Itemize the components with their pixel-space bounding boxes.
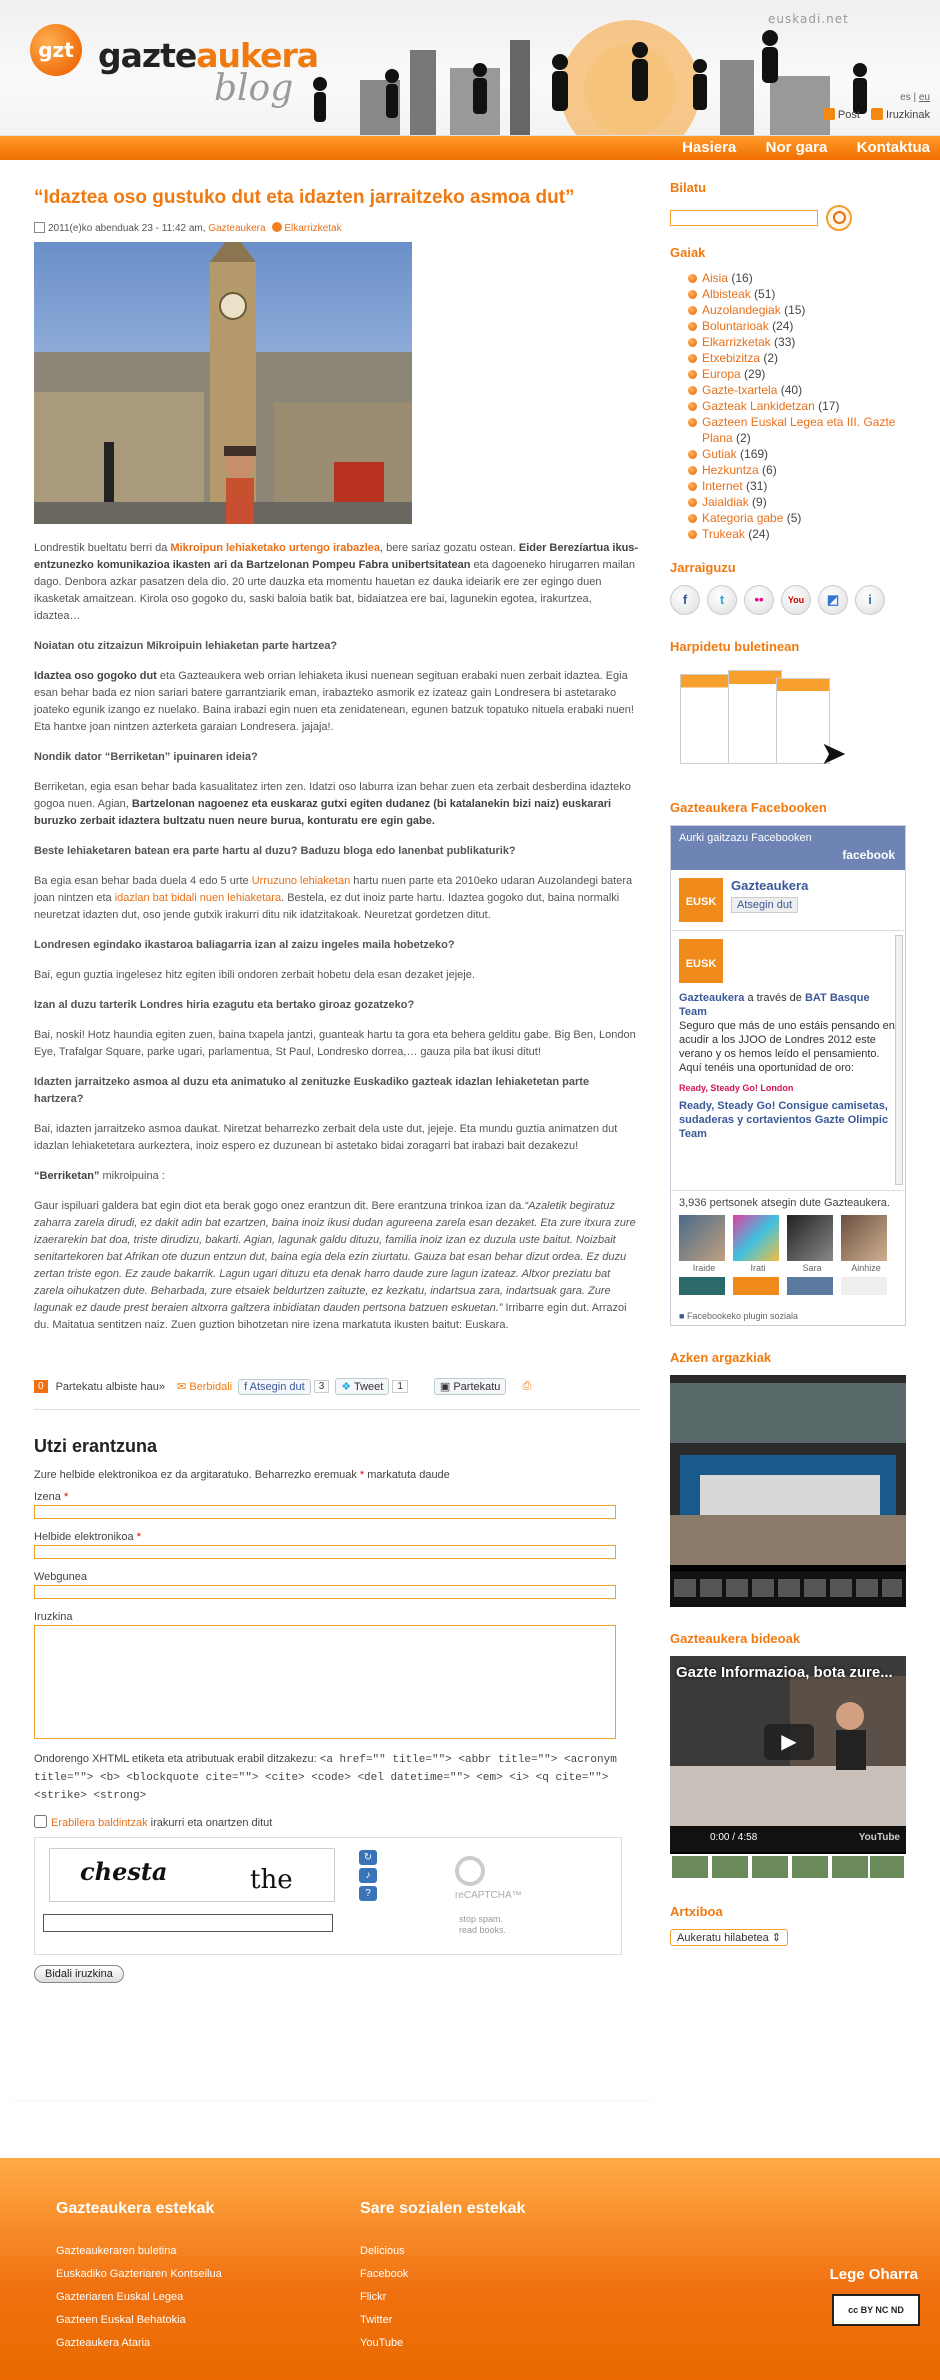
category-link[interactable]: Albisteak: [702, 287, 751, 301]
footer-links-social: [360, 2200, 525, 2355]
story-text: Gaur ispiluari galdera bat egin diot eta berak gogo onez erantzun dit. Bere erantzuna trinkoa izan da.: [34, 1200, 525, 1212]
footer-links-gazteaukera: [56, 2200, 222, 2355]
category-item: [688, 334, 916, 350]
footer-link[interactable]: Euskadiko Gazteriaren Kontseilua: [56, 2268, 222, 2280]
avatar: [787, 1215, 833, 1261]
cursor-icon: ➤: [820, 735, 847, 771]
fan-item[interactable]: [787, 1215, 837, 1273]
category-count: (51): [754, 287, 776, 301]
category-link[interactable]: Europa: [702, 367, 741, 381]
site-header: [0, 0, 940, 136]
category-count: (24): [772, 319, 794, 333]
answer-text: hartu nuen parte eta 2010eko udaran Auzolandegi batera joan nintzen eta: [34, 875, 633, 904]
facebook-icon[interactable]: f: [670, 585, 700, 615]
question-3: Beste lehiaketaren batean era parte hartu al duzu? Baduzu bloga edo lanenbat publikaturik?: [34, 845, 516, 857]
nav-item-hasiera[interactable]: Hasiera: [682, 139, 737, 156]
story-title-rest: mikroipuina :: [99, 1170, 165, 1182]
post-via: a través de: [744, 992, 805, 1004]
categories-list: [688, 270, 916, 542]
category-link[interactable]: Etxebizitza: [702, 351, 761, 365]
youtube-brand: YouTube: [858, 1832, 900, 1843]
site-logo-badge[interactable]: gzt: [30, 24, 82, 76]
required-star: *: [63, 1491, 69, 1503]
category-item: [688, 494, 916, 510]
category-item: [688, 382, 916, 398]
language-switcher: [900, 92, 930, 103]
category-link[interactable]: Internet: [702, 479, 743, 493]
fans-count: 3,936 pertsonek atsegin dute Gazteaukera.: [679, 1197, 890, 1209]
footer-link[interactable]: Gazteaukeraren buletina: [56, 2245, 177, 2257]
comment-textarea[interactable]: [34, 1625, 616, 1739]
idazlan-contest-link[interactable]: idazlan bat bidali nuen lehiaketara: [114, 892, 282, 904]
search-input[interactable]: [670, 210, 818, 226]
terms-text: irakurri eta onartzen ditut: [147, 1817, 273, 1829]
email-field[interactable]: [34, 1545, 616, 1559]
site-footer: [0, 2158, 940, 2380]
fan-item[interactable]: [733, 1277, 783, 1297]
fans-grid: [679, 1215, 897, 1301]
facebook-stream[interactable]: [671, 931, 905, 1191]
search-row: [670, 205, 916, 231]
answer-text: . Bestela, ez dut inoiz parte hartu. Idaztea gogoko dut, baina normalki neuretzat idazten dut, oso jende gutxik irakurri ditu nik idatzitakoak. Neuretzat gordetzen ditut.: [34, 892, 620, 921]
category-count: (31): [746, 479, 768, 493]
category-count: (33): [774, 335, 796, 349]
creative-commons-badge[interactable]: cc BY NC ND: [832, 2294, 920, 2326]
london-badge: Ready, Steady Go! London: [679, 1083, 794, 1093]
xhtml-note-text: Ondorengo XHTML etiketa eta atributuak erabil ditzakezu:: [34, 1753, 320, 1765]
terms-link[interactable]: Erabilera baldintzak: [51, 1817, 148, 1829]
category-link[interactable]: Aisia: [702, 271, 729, 285]
facebook-header-text: Aurki gaitzazu Facebooken: [679, 832, 812, 844]
footer-col1-title: Gazteaukera estekak: [56, 2200, 215, 2217]
answer-1: [34, 668, 640, 736]
question-2: Nondik dator “Berriketan” ipuinaren ideia?: [34, 751, 258, 763]
facebook-logo: facebook: [842, 848, 895, 862]
lang-separator: |: [913, 92, 917, 103]
recaptcha-logo: [455, 1856, 522, 1901]
category-count: (5): [786, 511, 802, 525]
category-link[interactable]: Gazteen Euskal Legea eta III. Gazte Plana: [702, 415, 896, 445]
reply-note: [34, 1469, 640, 1481]
answer-2: [34, 779, 640, 830]
help-icon[interactable]: ?: [359, 1886, 377, 1901]
share-icon: ▣: [439, 1381, 454, 1393]
category-count: (29): [744, 367, 766, 381]
email-share-link[interactable]: [177, 1380, 232, 1393]
recaptcha-widget: [34, 1837, 622, 1955]
website-field[interactable]: [34, 1585, 616, 1599]
story-quote: “Azaletik begiratuz zaharra zarela dirudi, ez dakit adin bat ezartzen, baina inoiz ikusi dudan agureena zarela esan dezaket. Eta zure itxura zure izaerarekin bat doa, triste dirudizu, bakarti. Agian, lagunak galdu dituzu, familia inoiz izan ez duzula uste baitut. Noizbait senitartekoren bat Afrikan ote duzun entzun dut, baina egia dela ezin ziurtatu. Gauza bat esan behar dizut ordea. Ez duzu zertan triste egon. Ez zaude bakarrik. Lagun ugari dituzu eta denak harro daude zure lagun izateaz. Altxor preziatu bat zarela oihukatzen dute. Beharbada, zure etsaiek beldurtzen zaituzte, ez kezkatu, indartsua zara, indartsuak gara. Zure lagunak ez daude prest beraien altxorra galtzera inbidiatan dauden pertsona batzuen eskuetan.”: [34, 1200, 636, 1314]
chevron-down-icon: ⇕: [771, 1932, 782, 1944]
intro-bold: Eider Berezíartua ikus-entzunezko komunikazioa ikasten ari da Bartzelonan Pompeu Fabra unibertsitatean: [34, 542, 639, 571]
post-team: BAT Basque Team: [679, 992, 870, 1018]
reply-title: Utzi erantzuna: [34, 1436, 158, 1456]
name-label: [34, 1491, 640, 1503]
category-link[interactable]: Trukeak: [702, 527, 745, 541]
footer-link[interactable]: YouTube: [360, 2337, 404, 2349]
avatar: [841, 1215, 887, 1261]
email-label-text: Helbide elektronikoa: [34, 1531, 134, 1543]
post-category-gazteaukera[interactable]: Gazteaukera: [208, 223, 266, 234]
intro-text: Londrestik bueltatu berri da: [34, 542, 171, 554]
lang-es-link[interactable]: es: [900, 92, 911, 103]
footer-link[interactable]: Gazteriaren Euskal Legea: [56, 2291, 184, 2303]
answer-bold: Idaztea oso gogoko dut: [34, 670, 157, 682]
footer-link[interactable]: Flickr: [360, 2291, 387, 2303]
newsletter-title: Harpidetu buletinean: [670, 639, 800, 654]
main-navigation: [0, 136, 940, 160]
like-count: 3: [314, 1380, 330, 1393]
comments-feed-link[interactable]: Iruzkinak: [885, 109, 930, 121]
category-item: [688, 478, 916, 494]
youtube-video-player[interactable]: [670, 1656, 906, 1880]
category-link[interactable]: Elkarrizketak: [702, 335, 771, 349]
category-link[interactable]: Gazte-txartela: [702, 383, 778, 397]
post-category-elkarrizketak[interactable]: Elkarrizketak: [284, 223, 342, 234]
category-item: [688, 366, 916, 382]
category-item: [688, 270, 916, 286]
category-count: (16): [731, 271, 753, 285]
print-icon[interactable]: ⎙: [522, 1380, 532, 1392]
captcha-input[interactable]: [43, 1914, 333, 1932]
required-star: *: [136, 1531, 142, 1543]
search-icon[interactable]: [826, 205, 852, 231]
flickr-icon[interactable]: ••: [744, 585, 774, 615]
fan-name: Irati: [750, 1263, 766, 1273]
category-count: (9): [752, 495, 767, 509]
gazteaukera-avatar: EUSK: [679, 939, 723, 983]
videos-title: Gazteaukera bideoak: [670, 1631, 801, 1646]
category-item: [688, 302, 916, 318]
avatar: [733, 1215, 779, 1261]
footer-link[interactable]: Twitter: [360, 2314, 393, 2326]
intro-paragraph: [34, 540, 640, 625]
recaptcha-logo-mark: [455, 1856, 485, 1886]
follow-title: Jarraiguzu: [670, 560, 736, 575]
logo-blog-subtitle: blog: [214, 68, 294, 109]
category-count: (40): [780, 383, 803, 397]
post-date: 2011(e)ko abenduak 23 - 11:42 am,: [48, 223, 206, 234]
category-link[interactable]: Gazteak Lankidetzan: [702, 399, 815, 413]
logo-part-1: gazte: [98, 36, 197, 75]
avatar: [841, 1277, 887, 1295]
refresh-icon[interactable]: ↻: [359, 1850, 377, 1865]
recaptcha-brand-text: reCAPTCHA™: [455, 1890, 522, 1901]
newsletter-thumbnail[interactable]: [680, 664, 847, 780]
captcha-slogan-line-1: stop spam.: [459, 1914, 504, 1924]
post-author: Gazteaukera: [679, 992, 745, 1004]
xhtml-note: [34, 1751, 640, 1805]
answer-bold: Bartzelonan nagoenez eta euskaraz gutxi egiten dudanez (bi katalanekin bizi naiz) euskarari buruzko zerbait idaztera bultzatu nuen neure burua, konturatu ere egin gabe.: [34, 798, 612, 827]
photos-title: Azken argazkiak: [670, 1350, 772, 1365]
footer-link[interactable]: Gazteen Euskal Behatokia: [56, 2314, 186, 2326]
urruzuno-contest-link[interactable]: Urruzuno lehiaketan: [251, 875, 351, 887]
newsletter-page: [680, 674, 734, 764]
fan-item[interactable]: [679, 1215, 729, 1273]
calendar-icon: [34, 222, 45, 233]
footer-col2-title: Sare sozialen estekak: [360, 2200, 526, 2217]
category-item: [688, 318, 916, 334]
answer-text: eta Gazteaukera web orrian lehiaketa ikusi nuenean segituan erabaki nuen zerbait idaztea. Egia esan behar bada ez nion sariari batere garrantziarik eman, irabazteko asmorik ez izateaz gain Londresera bi astetarako joateko egunik izango ez nuelako. Baina irabazi egin nuen eta zenidatenean, egunen batzuk topatuko nituela erabaki nuen! Eta hantxe joan nintzen azterketa garaian Londresera. jajaja!.: [34, 670, 634, 733]
latest-photos-slideshow[interactable]: [670, 1375, 906, 1607]
required-star: *: [359, 1469, 365, 1481]
category-count: (6): [762, 463, 777, 477]
category-item: [688, 510, 916, 526]
category-count: (15): [784, 303, 806, 317]
facebook-fans: [671, 1191, 905, 1307]
fan-name: Iraide: [692, 1263, 716, 1273]
facebook-title: Gazteaukera Facebooken: [670, 800, 827, 815]
nav-item-kontaktua[interactable]: Kontaktua: [856, 139, 930, 156]
main-content: [0, 160, 656, 2100]
sidebar: [656, 160, 940, 2100]
rss-feeds: [815, 108, 930, 121]
reply-note-text: Zure helbide elektronikoa ez da argitaratuko. Beharrezko eremuak: [34, 1469, 360, 1481]
share-button-label: Partekatu: [453, 1381, 501, 1393]
footer-link[interactable]: Delicious: [360, 2245, 405, 2257]
footer-link[interactable]: Gazteaukera Ataria: [56, 2337, 151, 2349]
answer-text: Ba egia esan behar bada duela 4 edo 5 urte: [34, 875, 252, 887]
story-text: Irribarre egin dut. Arrazoi du. Maitatua sentitzen naiz. Zuen guztion bihotzetan nire izena markatuta ikusten baitut: Euskara.: [34, 1302, 627, 1331]
answer-4: Bai, egun guztia ingelesez hitz egiten ibili ondoren zerbait hobetu dela esan dezaket jejeje.: [34, 969, 475, 981]
category-item: [688, 414, 916, 446]
avatar: [679, 1277, 725, 1295]
fan-item[interactable]: [679, 1277, 729, 1297]
tweet-label: Tweet: [353, 1381, 384, 1393]
category-count: (17): [818, 399, 840, 413]
category-item: [688, 446, 916, 462]
captcha-image: [49, 1848, 335, 1902]
nav-item-nor-gara[interactable]: Nor gara: [765, 139, 828, 156]
category-link[interactable]: Auzolandegiak: [702, 303, 781, 317]
email-share-label: Berbidali: [189, 1381, 233, 1393]
twitter-bird-icon: ❖: [341, 1381, 354, 1393]
terms-row: [34, 1815, 640, 1829]
category-link[interactable]: Jaialdiak: [702, 495, 749, 509]
captcha-word-1: chesta: [80, 1857, 168, 1886]
category-link[interactable]: Kategoria gabe: [702, 511, 784, 525]
submit-comment-button[interactable]: Bidali iruzkina: [34, 1965, 124, 1983]
facebook-post-link[interactable]: Ready, Steady Go! Consigue camisetas, sudaderas y cortavientos Gazte Olimpic Team: [679, 1100, 889, 1140]
rss-icon: [871, 108, 883, 120]
video-thumbnail: [670, 1656, 906, 1880]
rss-icon: [823, 108, 835, 120]
answer-6: Bai, idazten jarraitzeko asmoa daukat. Niretzat beharrezko zerbait dela uste dut, jejeje. Eta mundu guztia animatzen dut idazlan lehiaketetara aurkeztera, inoiz espero ez duzunean bi astetako bidai zoragarri bat irabazi bait dezakezu!: [34, 1123, 618, 1152]
facebook-page-name[interactable]: Gazteaukera: [731, 878, 809, 893]
legal-notice-link[interactable]: Lege Oharra: [829, 2266, 918, 2283]
avatar: [787, 1277, 833, 1295]
facebook-icon: ■: [679, 1311, 687, 1321]
xhtml-allowed-tags: <a href="" title=""> <abbr title=""> <acronym title=""> <b> <blockquote cite=""> <cite> <code> <del datetime=""> <em> <i> <q cite=""> <strike> <strong>: [34, 1754, 617, 1802]
question-4: Londresen egindako ikastaroa baliagarria izan al zaizu ingeles maila hobetzeko?: [34, 939, 455, 951]
facebook-widget: [670, 825, 906, 1326]
mikroipun-winner-link[interactable]: Mikroipun lehiaketako urtengo irabazlea: [170, 542, 381, 554]
captcha-slogan: [459, 1914, 506, 1936]
archive-select-value: Aukeratu hilabetea: [677, 1932, 769, 1944]
fan-item[interactable]: [841, 1277, 891, 1297]
category-item: [688, 286, 916, 302]
search-title: Bilatu: [670, 180, 707, 195]
facebook-page-info: [671, 870, 905, 931]
post-feed-link[interactable]: Post: [837, 109, 860, 121]
answer-text: Berriketan, egia esan behar bada kasualitatez irten zen. Idatzi oso laburra izan behar zuen eta zerbait desberdina idazteko gogoa nuen. Agian,: [34, 781, 631, 810]
intro-text: , bere sariaz gozatu ostean.: [380, 542, 519, 554]
answer-5: Bai, noski! Hotz haundia egiten zuen, baina txapela jantzi, guanteak hartu ta gora eta behera gelditu gabe. Big Ben, London Eye, Trafalgar Square, parke ugari, parlamentua, St Paul, Londresko dorrea,… gauza pila bat ikusi ditut!: [34, 1029, 636, 1058]
category-link[interactable]: Gutiak: [702, 447, 737, 461]
fan-item[interactable]: [787, 1277, 837, 1297]
email-label: [34, 1531, 640, 1543]
post-body: [34, 540, 640, 1334]
category-link[interactable]: Hezkuntza: [702, 463, 759, 477]
category-item: [688, 398, 916, 414]
youtube-icon[interactable]: You: [781, 585, 811, 615]
fan-item[interactable]: [733, 1215, 783, 1273]
facebook-plugin-footer: [671, 1307, 905, 1325]
share-bar: [34, 1378, 640, 1410]
facebook-like-button[interactable]: [238, 1379, 311, 1395]
post-meta: [34, 222, 640, 234]
archive-title: Artxiboa: [670, 1904, 723, 1919]
play-icon[interactable]: ▶: [764, 1724, 814, 1760]
share-label: Partekatu albiste hau»: [55, 1380, 166, 1393]
gazteaukera-avatar[interactable]: EUSK: [679, 878, 723, 922]
comment-label: Iruzkina: [34, 1611, 73, 1623]
post-title[interactable]: “Idaztea oso gustuko dut eta idazten jarraitzeko asmoa dut”: [34, 187, 575, 208]
stream-scrollbar[interactable]: [895, 935, 903, 1185]
tweet-button[interactable]: [335, 1378, 389, 1395]
audio-icon[interactable]: ♪: [359, 1868, 377, 1883]
big-ben-photo-illustration: [34, 242, 412, 524]
fan-name: Ainhize: [851, 1263, 881, 1273]
facebook-post-text: Seguro que más de uno estáis pensando en acudir a los JJOO de Londres 2012 este verano y os hemos leído el pensamiento. Aquí tenéis una oportunidad de oro:: [679, 1020, 895, 1074]
category-count: (24): [748, 527, 770, 541]
social-icons: [670, 585, 916, 615]
reply-note-text: markatuta daude: [364, 1469, 450, 1481]
website-label: Webgunea: [34, 1571, 88, 1583]
category-item: [688, 350, 916, 366]
story-title: “Berriketan”: [34, 1170, 100, 1182]
category-count: (2): [736, 431, 751, 445]
facebook-widget-like-button[interactable]: Atsegin dut: [731, 897, 798, 913]
avatar: [679, 1215, 725, 1261]
newsletter-page: [728, 670, 782, 764]
intro-text: eta dagoeneko hirugarren mailan dago. Denbora azkar pasatzen dela dio. 20 urte dauzka eta momentu hauetan ez dauka ideiarik ere zer egingo duen ikasketak amaitzean. Kirola oso gogoko du, saski baloia batik bat, bidaiatzea ere bai, lagunekin egotea, irakurtzea, idaztea…: [34, 559, 635, 622]
category-item: [688, 462, 916, 478]
logo-part-2: aukera: [196, 36, 319, 75]
category-item: [688, 526, 916, 542]
story-heading: [34, 1168, 640, 1185]
captcha-controls: [359, 1850, 379, 1904]
euskadi-net-logo[interactable]: euskadi.net: [768, 12, 849, 26]
terms-checkbox[interactable]: [34, 1815, 47, 1828]
like-label: Atsegin dut: [249, 1380, 305, 1393]
facebook-post-header: [679, 991, 897, 1019]
question-6: Idazten jarraitzeko asmoa al duzu eta animatuko al zenituzke Euskadiko gazteak idazlan lehiaketetan parte hartzera?: [34, 1076, 590, 1105]
lang-eu-link[interactable]: eu: [918, 92, 930, 103]
name-label-text: Izena: [34, 1491, 61, 1503]
post-photo-big-ben: [34, 242, 412, 524]
answer-3: [34, 873, 640, 924]
delicious-icon[interactable]: ◩: [818, 585, 848, 615]
category-count: (169): [740, 447, 769, 461]
tweet-count: 1: [392, 1380, 408, 1393]
categories-title: Gaiak: [670, 245, 706, 260]
story-paragraph: [34, 1198, 640, 1334]
question-1: Noiatan otu zitzaizun Mikroipuin lehiaketan parte hartzea?: [34, 640, 338, 652]
info-icon[interactable]: i: [855, 585, 885, 615]
captcha-slogan-line-2: read books.: [459, 1925, 507, 1935]
video-time: 0:00 / 4:58: [710, 1832, 758, 1843]
archive-select[interactable]: [670, 1929, 788, 1946]
avatar: [733, 1277, 779, 1295]
twitter-icon[interactable]: t: [707, 585, 737, 615]
footer-link[interactable]: Facebook: [360, 2268, 409, 2280]
facebook-widget-header: [671, 826, 905, 870]
facebook-icon: f: [244, 1380, 250, 1393]
video-title[interactable]: Gazte Informazioa, bota zure...: [676, 1664, 893, 1681]
envelope-icon: ✉: [177, 1381, 190, 1393]
name-field[interactable]: [34, 1505, 616, 1519]
share-count-badge: 0: [34, 1380, 48, 1393]
share-button[interactable]: [434, 1378, 507, 1395]
category-count: (2): [763, 351, 779, 365]
captcha-word-2: the: [250, 1865, 293, 1895]
fan-item[interactable]: [841, 1215, 891, 1273]
fan-name: Sara: [802, 1263, 822, 1273]
tag-icon: [272, 222, 282, 232]
question-5: Izan al duzu tarterik Londres hiria ezagutu eta bertako giroaz gozatzeko?: [34, 999, 415, 1011]
facebook-plugin-text: Facebookeko plugin soziala: [686, 1311, 799, 1321]
photo-slideshow-image: [670, 1375, 906, 1607]
category-link[interactable]: Boluntarioak: [702, 319, 769, 333]
